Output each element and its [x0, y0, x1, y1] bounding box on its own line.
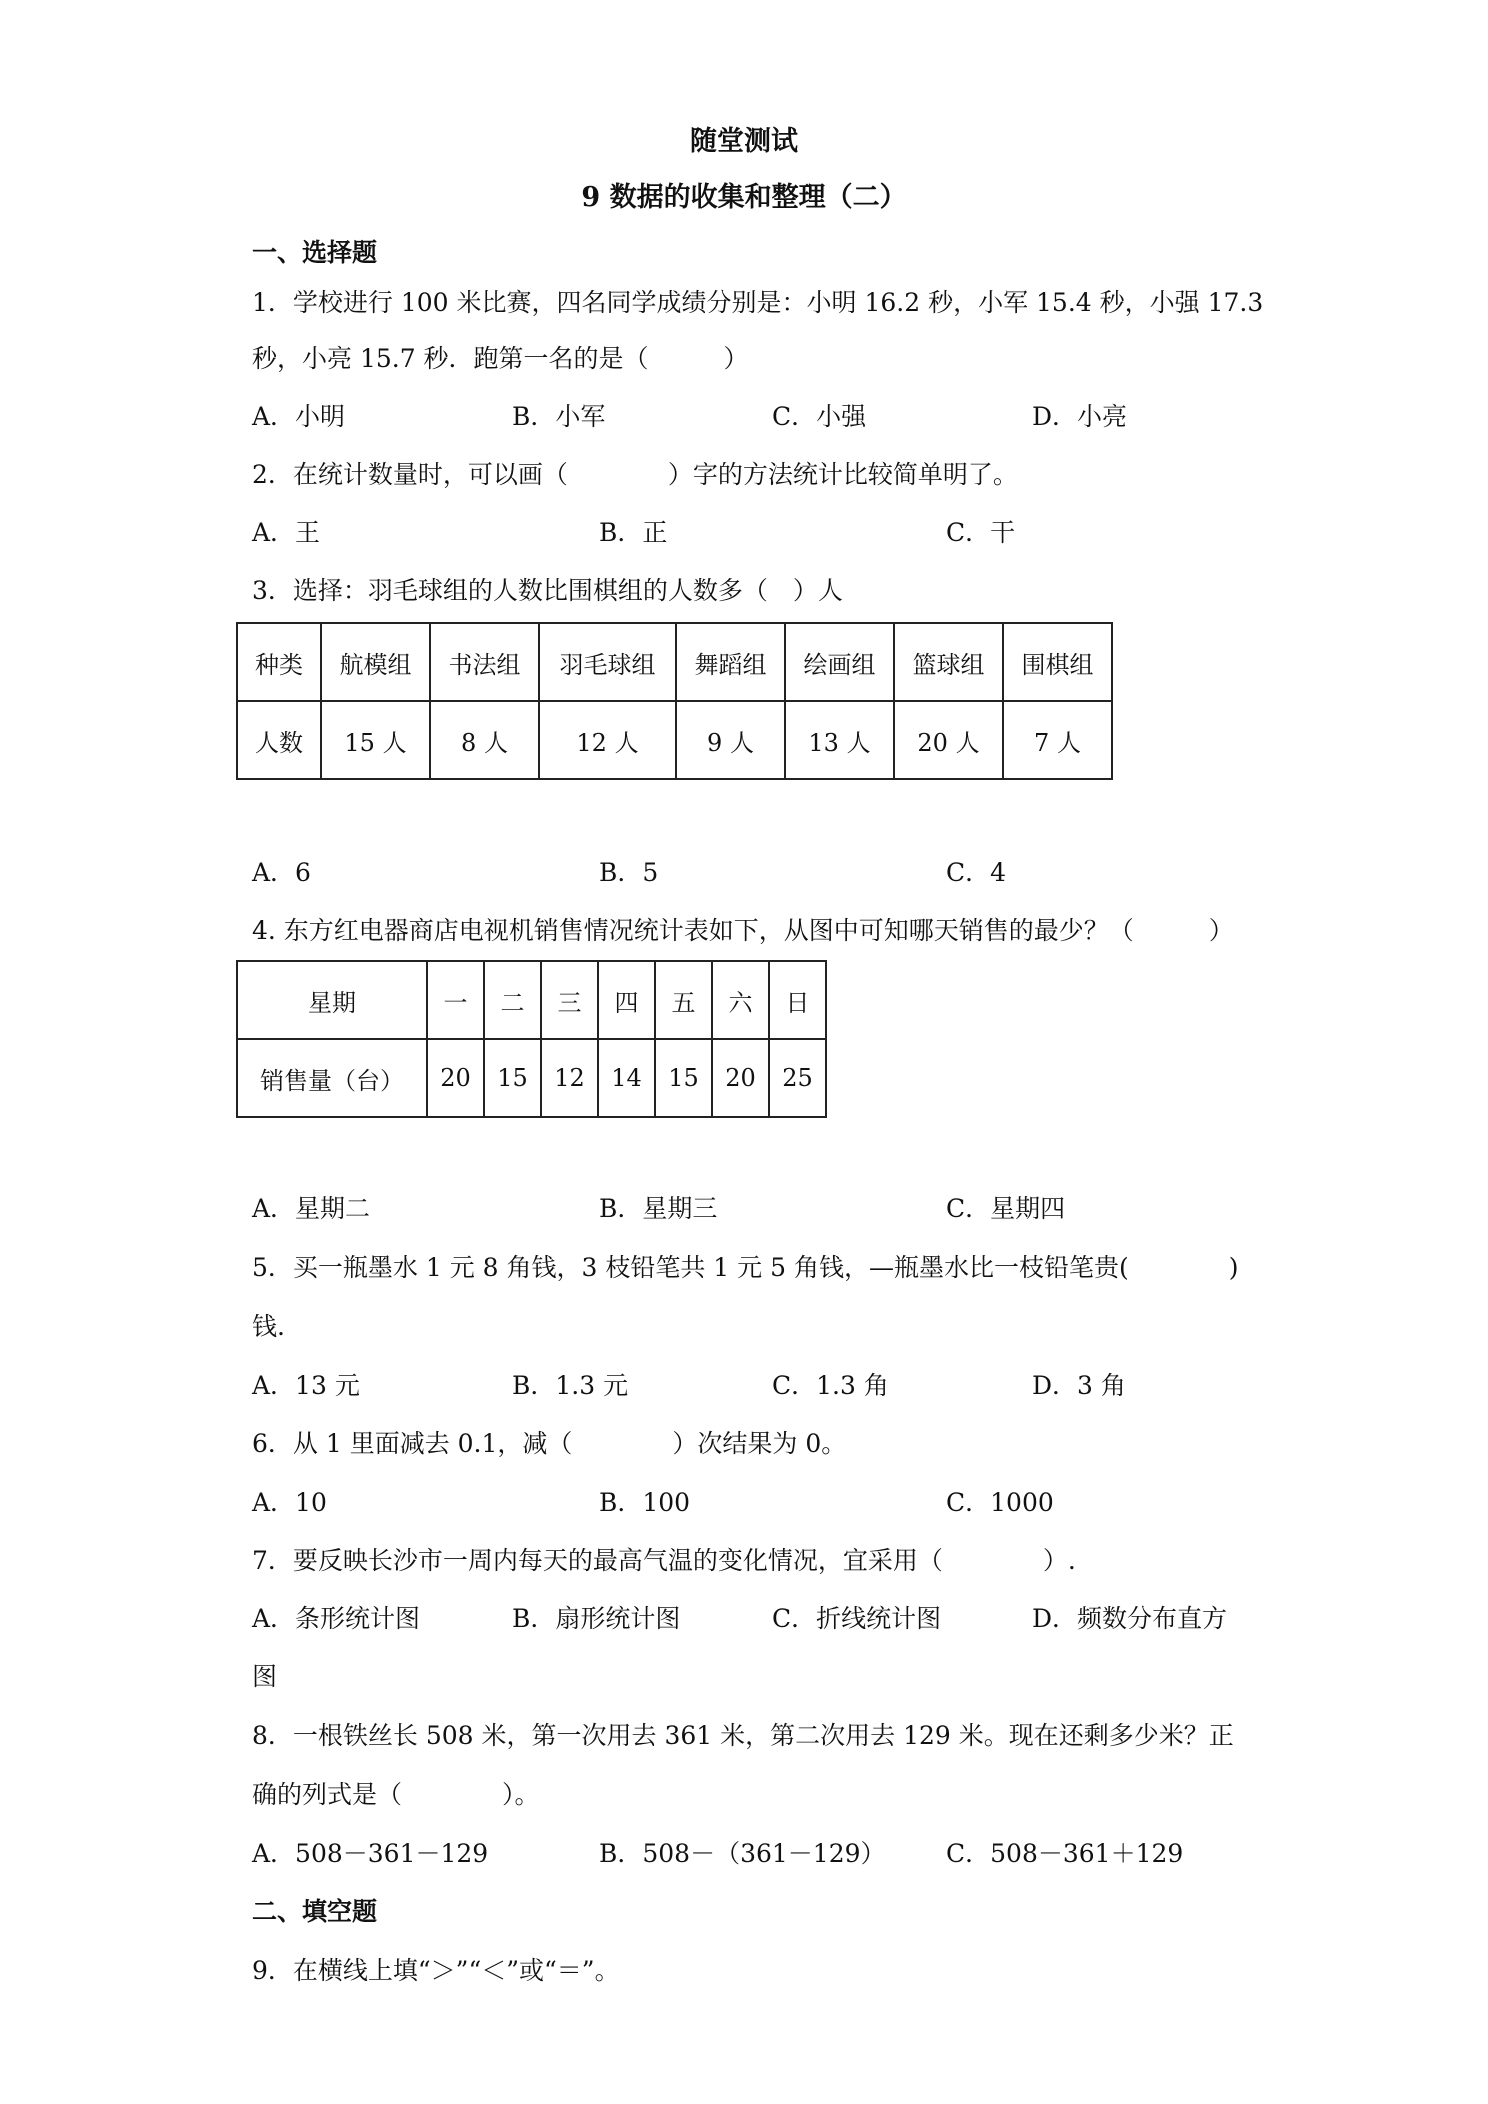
table-cell: 8 人: [430, 701, 539, 779]
table-cell: 15: [484, 1039, 541, 1117]
table-cell: 舞蹈组: [676, 623, 785, 701]
table-cell: 绘画组: [785, 623, 894, 701]
option-c[interactable]: C．星期四: [946, 1194, 1066, 1223]
table-cell: 日: [769, 961, 826, 1039]
option-a[interactable]: A．条形统计图: [252, 1604, 421, 1633]
option-c[interactable]: C．干: [946, 518, 1016, 547]
table-cell: 15 人: [321, 701, 430, 779]
option-b[interactable]: B．星期三: [599, 1194, 718, 1223]
option-a[interactable]: A．10: [252, 1488, 327, 1517]
table-cell: 六: [712, 961, 769, 1039]
option-c[interactable]: C．1000: [946, 1488, 1054, 1517]
option-b[interactable]: B．小军: [512, 402, 606, 431]
option-d[interactable]: D．小亮: [1032, 402, 1128, 431]
option-b[interactable]: B．正: [599, 518, 668, 547]
page-subtitle: 9 数据的收集和整理（二）: [581, 182, 907, 213]
table-header-row: [237, 623, 1112, 701]
option-a[interactable]: A．508－361－129: [252, 1839, 489, 1868]
table-header-row: [237, 961, 826, 1039]
question-5-text: 5．买一瓶墨水 1 元 8 角钱，3 枝铅笔共 1 元 5 角钱，—瓶墨水比一枝铅笔贵( ): [252, 1253, 1239, 1282]
page-title: 随堂测试: [690, 126, 798, 157]
table-cell: 三: [541, 961, 598, 1039]
question-6-text: 6．从 1 里面减去 0.1，减（ ）次结果为 0。: [252, 1429, 847, 1458]
option-b[interactable]: B．扇形统计图: [512, 1604, 681, 1633]
table-cell: 14: [598, 1039, 655, 1117]
option-b[interactable]: B．508－（361－129）: [599, 1839, 886, 1868]
option-b[interactable]: B．100: [599, 1488, 691, 1517]
table-cell: 15: [655, 1039, 712, 1117]
question-1-text: 1．学校进行 100 米比赛，四名同学成绩分别是：小明 16.2 秒，小军 15.4 秒，小强 17.3: [252, 288, 1264, 317]
table-cell: 12 人: [539, 701, 676, 779]
table-cell: 篮球组: [894, 623, 1003, 701]
question-1-text-cont: 秒，小亮 15.7 秒．跑第一名的是（ ）: [252, 344, 749, 373]
question-8-text-cont: 确的列式是（ ）。: [252, 1780, 540, 1809]
section-heading-fill-in: 二、填空题: [252, 1897, 378, 1926]
section-heading-choice: 一、选择题: [252, 238, 378, 267]
table-cell: 7 人: [1003, 701, 1112, 779]
question-9-text: 9．在横线上填“＞”“＜”或“＝”。: [252, 1956, 620, 1985]
interest-group-table: [236, 622, 1113, 780]
option-b[interactable]: B．5: [599, 858, 659, 887]
option-c[interactable]: C．508－361＋129: [946, 1839, 1184, 1868]
table-cell: 20: [427, 1039, 484, 1117]
option-c[interactable]: C．1.3 角: [772, 1371, 889, 1400]
question-5-text-cont: 钱.: [252, 1312, 285, 1341]
tv-sales-table: [236, 960, 827, 1118]
question-2-text: 2．在统计数量时，可以画（ ）字的方法统计比较简单明了。: [252, 460, 1018, 489]
table-cell: 航模组: [321, 623, 430, 701]
option-d[interactable]: D．3 角: [1032, 1371, 1126, 1400]
table-cell: 星期: [237, 961, 427, 1039]
table-cell: 围棋组: [1003, 623, 1112, 701]
table-cell: 销售量（台）: [237, 1039, 427, 1117]
table-cell: 四: [598, 961, 655, 1039]
question-3-text: 3．选择：羽毛球组的人数比围棋组的人数多（ ）人: [252, 576, 843, 605]
option-b[interactable]: B．1.3 元: [512, 1371, 629, 1400]
option-a[interactable]: A．13 元: [252, 1371, 360, 1400]
option-c[interactable]: C．折线统计图: [772, 1604, 942, 1633]
table-cell: 20: [712, 1039, 769, 1117]
table-cell: 人数: [237, 701, 321, 779]
option-a[interactable]: A．星期二: [252, 1194, 371, 1223]
option-a[interactable]: A．6: [252, 858, 311, 887]
table-cell: 9 人: [676, 701, 785, 779]
table-cell: 25: [769, 1039, 826, 1117]
question-7-text: 7．要反映长沙市一周内每天的最高气温的变化情况，宜采用（ ）.: [252, 1546, 1076, 1575]
option-a[interactable]: A．小明: [252, 402, 346, 431]
table-cell: 羽毛球组: [539, 623, 676, 701]
table-cell: 20 人: [894, 701, 1003, 779]
table-cell: 种类: [237, 623, 321, 701]
question-8-text: 8．一根铁丝长 508 米，第一次用去 361 米，第二次用去 129 米。现在还剩多少米？正: [252, 1721, 1234, 1750]
question-4-text: 4. 东方红电器商店电视机销售情况统计表如下，从图中可知哪天销售的最少？（ ）: [252, 916, 1234, 945]
option-a[interactable]: A．王: [252, 518, 321, 547]
option-d-wrap: 图: [252, 1662, 278, 1691]
option-c[interactable]: C．小强: [772, 402, 867, 431]
option-c[interactable]: C．4: [946, 858, 1007, 887]
table-cell: 一: [427, 961, 484, 1039]
option-d[interactable]: D．频数分布直方: [1032, 1604, 1228, 1633]
table-cell: 二: [484, 961, 541, 1039]
table-row: [237, 1039, 826, 1117]
table-cell: 13 人: [785, 701, 894, 779]
table-cell: 12: [541, 1039, 598, 1117]
table-row: [237, 701, 1112, 779]
table-cell: 五: [655, 961, 712, 1039]
table-cell: 书法组: [430, 623, 539, 701]
